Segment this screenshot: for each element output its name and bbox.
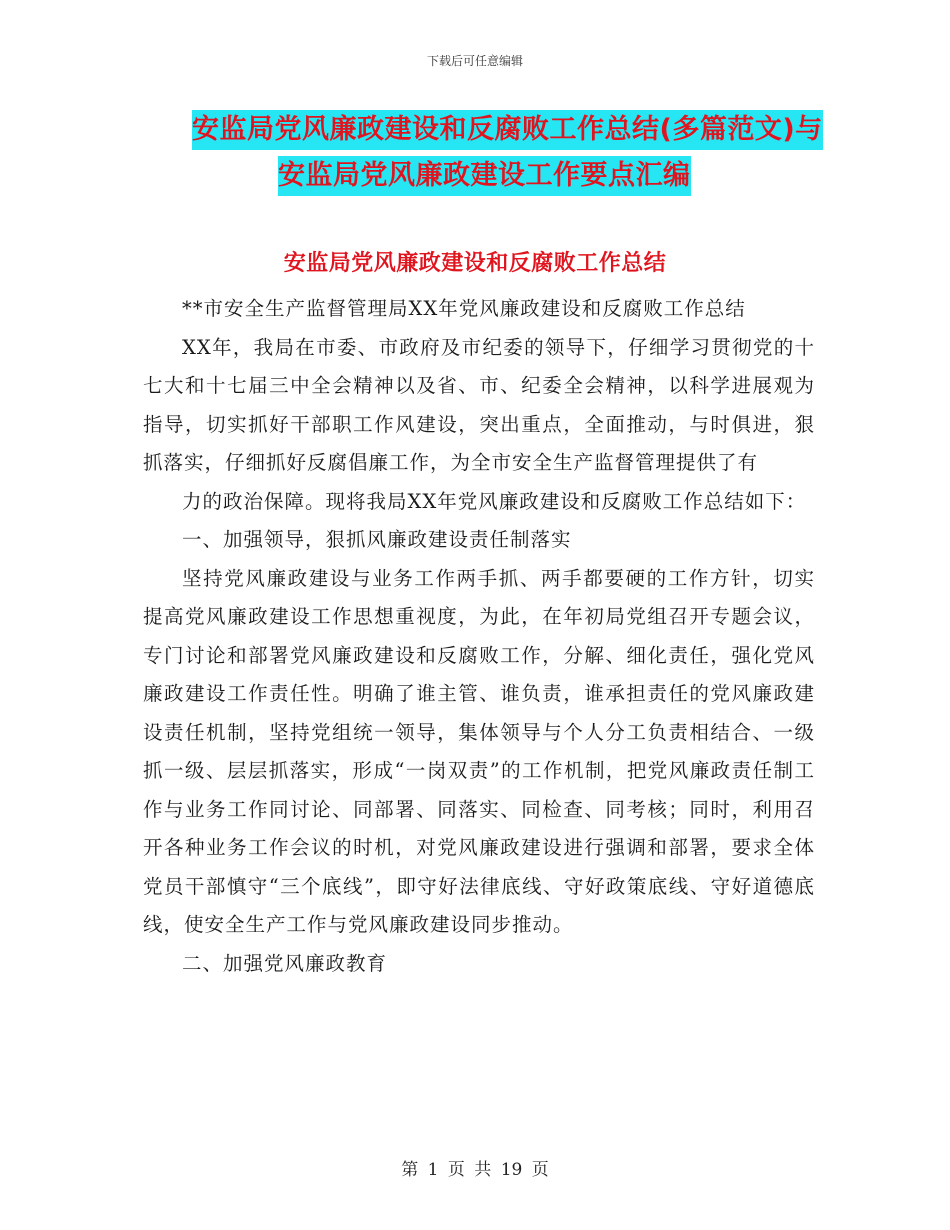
document-title-line-2: 安监局党风廉政建设工作要点汇编	[278, 156, 691, 196]
paragraph-intro-continued: 力的政治保障。现将我局XX年党风廉政建设和反腐败工作总结如下：	[182, 489, 807, 513]
section-title: 安监局党风廉政建设和反腐败工作总结	[283, 251, 667, 276]
paragraph-section-1: 坚持党风廉政建设与业务工作两手抓、两手都要硬的工作方针，切实提高党风廉政建设工作思想重视度，为此，在年初局党组召开专题会议，专门讨论和部署党风廉政建设和反腐败工作，分解、细化责任，强化党风廉政建设工作责任性。明确了谁主管、谁负责，谁承担责任的党风廉政建设责任机制，坚持党组统一领导，集体领导与个人分工负责相结合、一级抓一级、层层抓落实，形成“一岗双责”的工作机制，把党风廉政责任制工作与业务工作同讨论、同部署、同落实、同检查、同考核；同时，利用召开各种业务工作会议的时机，对党风廉政建设进行强调和部署，要求全体党员干部慎守“三个底线”，即守好法律底线、守好政策底线、守好道德底线，使安全生产工作与党风廉政建设同步推动。	[143, 566, 815, 936]
page-header-note: 下载后可任意编辑	[426, 54, 523, 68]
document-body	[143, 290, 815, 983]
heading-section-1: 一、加强领导，狠抓风廉政建设责任制落实	[182, 528, 572, 551]
page-footer-page-number: 第 1 页 共 19 页	[401, 1160, 549, 1180]
paragraph-report-title: **市安全生产监督管理局XX年党风廉政建设和反腐败工作总结	[182, 297, 746, 320]
heading-section-2: 二、加强党风廉政教育	[182, 951, 388, 975]
document-title-line-1: 安监局党风廉政建设和反腐败工作总结(多篇范文)与	[192, 110, 823, 150]
paragraph-intro: XX年，我局在市委、市政府及市纪委的领导下，仔细学习贯彻党的十七大和十七届三中全会精神以及省、市、纪委全会精神，以科学进展观为指导，切实抓好干部职工作风建设，突出重点，全面推动，与时俱进，狠抓落实，仔细抓好反腐倡廉工作，为全市安全生产监督管理提供了有	[143, 335, 815, 474]
